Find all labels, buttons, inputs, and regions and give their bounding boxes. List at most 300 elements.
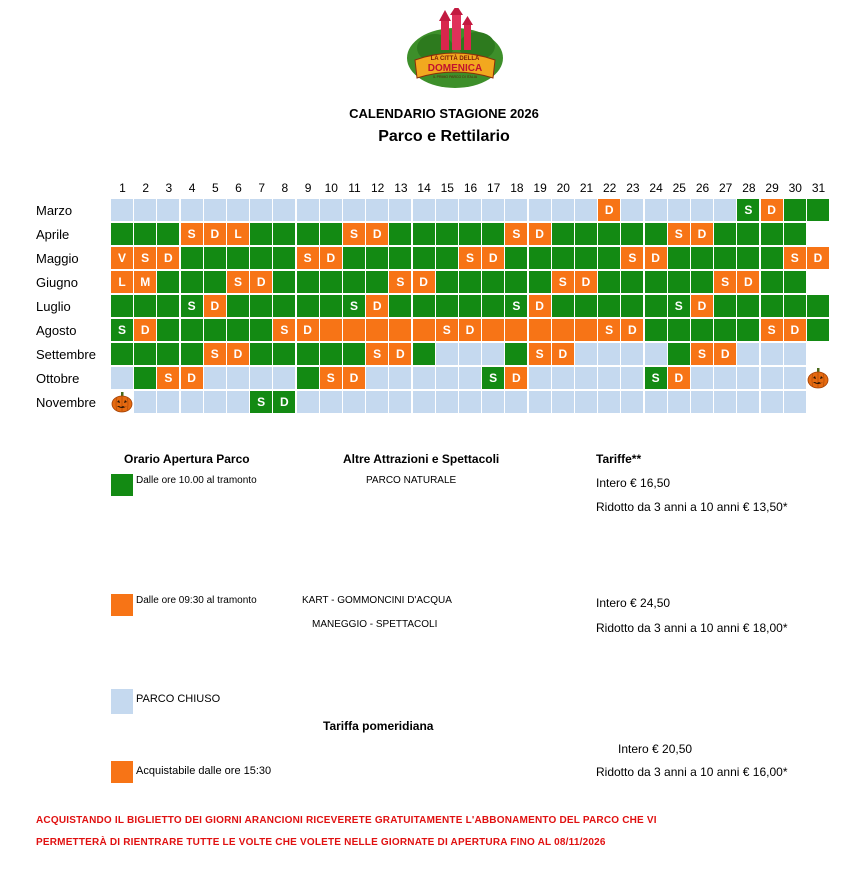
day-cell: D bbox=[204, 295, 226, 317]
day-cell bbox=[807, 319, 829, 341]
day-cell bbox=[227, 391, 249, 413]
day-number: 26 bbox=[695, 181, 710, 195]
day-cell bbox=[111, 223, 133, 245]
day-cell bbox=[181, 319, 203, 341]
day-cell: S bbox=[436, 319, 458, 341]
day-cell bbox=[343, 199, 365, 221]
day-number: 18 bbox=[510, 181, 524, 195]
day-cell: D bbox=[482, 247, 504, 269]
day-cell: D bbox=[552, 343, 574, 365]
day-cell bbox=[552, 247, 574, 269]
day-cell bbox=[343, 319, 365, 341]
day-cell bbox=[343, 247, 365, 269]
day-cell: S bbox=[737, 199, 759, 221]
day-cell bbox=[575, 199, 597, 221]
day-cell bbox=[389, 223, 411, 245]
day-number: 27 bbox=[719, 181, 733, 195]
day-cell bbox=[413, 367, 435, 389]
legend-orange-label: Dalle ore 09:30 al tramonto bbox=[136, 595, 257, 606]
day-cell bbox=[691, 199, 713, 221]
day-cell bbox=[320, 223, 342, 245]
day-cell bbox=[320, 319, 342, 341]
day-cell bbox=[714, 247, 736, 269]
pumpkin-icon bbox=[111, 391, 133, 413]
legend-closed-swatch bbox=[111, 689, 133, 714]
month-label: Novembre bbox=[36, 395, 96, 410]
day-cell bbox=[552, 199, 574, 221]
day-cell: V bbox=[111, 247, 133, 269]
day-cell bbox=[181, 247, 203, 269]
day-cell: D bbox=[134, 319, 156, 341]
day-cell bbox=[297, 391, 319, 413]
day-cell bbox=[436, 247, 458, 269]
legend-green-attractions: PARCO NATURALE bbox=[366, 475, 457, 486]
day-cell bbox=[413, 199, 435, 221]
day-cell bbox=[181, 343, 203, 365]
day-cell bbox=[297, 367, 319, 389]
day-cell bbox=[366, 367, 388, 389]
day-cell: D bbox=[529, 223, 551, 245]
day-cell bbox=[575, 367, 597, 389]
day-cell bbox=[505, 247, 527, 269]
green-price-full: Intero € 16,50 bbox=[596, 476, 671, 490]
day-cell bbox=[273, 343, 295, 365]
day-cell bbox=[784, 295, 806, 317]
svg-text:IL PRIMO PARCO DI ITALIA: IL PRIMO PARCO DI ITALIA bbox=[432, 75, 478, 79]
month-label: Settembre bbox=[36, 347, 96, 362]
legend-green-label: Dalle ore 10.00 al tramonto bbox=[136, 475, 257, 486]
afternoon-price-reduced: Ridotto da 3 anni a 10 anni € 16,00* bbox=[596, 765, 788, 779]
day-cell bbox=[621, 199, 643, 221]
day-cell bbox=[714, 391, 736, 413]
day-cell: D bbox=[459, 319, 481, 341]
day-cell bbox=[645, 391, 667, 413]
day-cell bbox=[436, 223, 458, 245]
day-number: 29 bbox=[765, 181, 779, 195]
day-cell bbox=[250, 247, 272, 269]
day-cell bbox=[645, 223, 667, 245]
day-cell bbox=[529, 199, 551, 221]
day-cell bbox=[273, 295, 295, 317]
day-cell bbox=[668, 343, 690, 365]
day-cell bbox=[134, 199, 156, 221]
month-label: Giugno bbox=[36, 275, 78, 290]
day-cell bbox=[250, 367, 272, 389]
day-cell bbox=[482, 319, 504, 341]
day-cell: S bbox=[343, 223, 365, 245]
day-cell bbox=[157, 343, 179, 365]
day-cell bbox=[761, 223, 783, 245]
day-number: 3 bbox=[165, 181, 173, 195]
notice-line-2: PERMETTERÀ DI RIENTRARE TUTTE LE VOLTE CHE VOLETE NELLE GIORNATE DI APERTURA FINO AL 08/11/2026 bbox=[36, 837, 606, 848]
day-cell: D bbox=[784, 319, 806, 341]
day-cell bbox=[320, 343, 342, 365]
day-cell bbox=[111, 343, 133, 365]
day-cell: S bbox=[482, 367, 504, 389]
day-cell bbox=[111, 367, 133, 389]
day-number: 2 bbox=[142, 181, 150, 195]
day-cell bbox=[436, 199, 458, 221]
day-cell bbox=[645, 319, 667, 341]
day-cell bbox=[691, 319, 713, 341]
calendar-subtitle: Parco e Rettilario bbox=[378, 128, 510, 145]
svg-text:DOMENICA: DOMENICA bbox=[427, 63, 483, 74]
day-cell bbox=[598, 223, 620, 245]
day-cell: S bbox=[366, 343, 388, 365]
day-cell: D bbox=[389, 343, 411, 365]
day-cell: S bbox=[505, 295, 527, 317]
day-number: 16 bbox=[463, 181, 478, 195]
day-number: 20 bbox=[556, 181, 570, 195]
day-cell bbox=[413, 223, 435, 245]
pumpkin-icon bbox=[807, 367, 829, 389]
day-cell: D bbox=[343, 367, 365, 389]
day-number: 21 bbox=[579, 181, 594, 195]
day-cell bbox=[598, 367, 620, 389]
afternoon-price-full: Intero € 20,50 bbox=[618, 742, 693, 756]
day-cell bbox=[482, 199, 504, 221]
day-cell bbox=[737, 247, 759, 269]
day-cell bbox=[668, 247, 690, 269]
day-cell bbox=[459, 367, 481, 389]
day-number: 10 bbox=[324, 181, 338, 195]
day-cell bbox=[714, 199, 736, 221]
day-cell bbox=[134, 343, 156, 365]
legend-green-swatch bbox=[111, 474, 133, 496]
day-cell bbox=[761, 343, 783, 365]
day-cell bbox=[737, 295, 759, 317]
day-cell bbox=[181, 271, 203, 293]
day-cell: L bbox=[111, 271, 133, 293]
day-cell bbox=[366, 319, 388, 341]
day-cell bbox=[297, 271, 319, 293]
day-cell bbox=[320, 391, 342, 413]
day-number: 25 bbox=[672, 181, 686, 195]
day-cell: S bbox=[621, 247, 643, 269]
day-number: 14 bbox=[417, 181, 431, 195]
day-cell bbox=[807, 199, 829, 221]
day-cell bbox=[204, 391, 226, 413]
day-number: 15 bbox=[440, 181, 454, 195]
day-cell bbox=[714, 295, 736, 317]
day-cell bbox=[227, 247, 249, 269]
day-cell bbox=[204, 319, 226, 341]
day-cell: S bbox=[668, 223, 690, 245]
day-cell bbox=[157, 199, 179, 221]
day-cell bbox=[134, 367, 156, 389]
day-cell: S bbox=[459, 247, 481, 269]
day-cell bbox=[297, 223, 319, 245]
day-cell bbox=[482, 271, 504, 293]
day-cell: D bbox=[250, 271, 272, 293]
day-cell bbox=[459, 223, 481, 245]
day-cell: S bbox=[273, 319, 295, 341]
day-cell: S bbox=[784, 247, 806, 269]
day-number: 12 bbox=[371, 181, 385, 195]
day-number: 13 bbox=[394, 181, 408, 195]
day-cell: S bbox=[761, 319, 783, 341]
day-cell bbox=[436, 367, 458, 389]
day-cell bbox=[784, 223, 806, 245]
day-cell bbox=[784, 343, 806, 365]
day-cell: D bbox=[181, 367, 203, 389]
day-cell bbox=[157, 319, 179, 341]
day-cell bbox=[645, 295, 667, 317]
day-cell bbox=[436, 271, 458, 293]
day-cell bbox=[621, 223, 643, 245]
day-cell bbox=[389, 199, 411, 221]
calendar-title: CALENDARIO STAGIONE 2026 bbox=[349, 106, 539, 121]
legend-orange-attractions-2: MANEGGIO - SPETTACOLI bbox=[312, 619, 438, 630]
day-cell bbox=[273, 271, 295, 293]
day-cell: S bbox=[714, 271, 736, 293]
day-cell bbox=[575, 223, 597, 245]
day-cell bbox=[366, 271, 388, 293]
day-cell: S bbox=[250, 391, 272, 413]
day-cell bbox=[459, 343, 481, 365]
day-cell bbox=[181, 199, 203, 221]
day-cell bbox=[227, 319, 249, 341]
day-cell bbox=[575, 343, 597, 365]
month-label: Luglio bbox=[36, 299, 71, 314]
day-cell: D bbox=[645, 247, 667, 269]
day-cell bbox=[343, 271, 365, 293]
day-cell bbox=[598, 343, 620, 365]
legend-orange-swatch bbox=[111, 594, 133, 616]
day-cell: D bbox=[714, 343, 736, 365]
day-cell bbox=[505, 319, 527, 341]
day-cell bbox=[389, 319, 411, 341]
day-number: 9 bbox=[304, 181, 312, 195]
day-cell bbox=[413, 319, 435, 341]
day-cell bbox=[320, 295, 342, 317]
day-cell bbox=[111, 295, 133, 317]
day-cell: D bbox=[807, 247, 829, 269]
day-cell bbox=[297, 295, 319, 317]
day-cell bbox=[389, 247, 411, 269]
day-cell: D bbox=[204, 223, 226, 245]
day-number: 24 bbox=[649, 181, 663, 195]
day-cell: S bbox=[645, 367, 667, 389]
day-cell bbox=[482, 391, 504, 413]
day-cell: D bbox=[366, 295, 388, 317]
day-cell bbox=[505, 343, 527, 365]
day-cell bbox=[436, 343, 458, 365]
day-cell bbox=[737, 319, 759, 341]
day-cell bbox=[737, 223, 759, 245]
day-number: 19 bbox=[533, 181, 547, 195]
day-cell: D bbox=[505, 367, 527, 389]
day-cell bbox=[134, 295, 156, 317]
day-cell bbox=[227, 199, 249, 221]
day-cell bbox=[529, 319, 551, 341]
day-cell bbox=[204, 247, 226, 269]
day-cell bbox=[621, 391, 643, 413]
day-cell bbox=[668, 271, 690, 293]
day-cell bbox=[459, 391, 481, 413]
day-cell bbox=[784, 367, 806, 389]
day-cell bbox=[529, 271, 551, 293]
day-cell: D bbox=[273, 391, 295, 413]
day-cell: D bbox=[737, 271, 759, 293]
day-cell bbox=[621, 367, 643, 389]
day-number: 31 bbox=[811, 181, 826, 195]
day-cell: D bbox=[157, 247, 179, 269]
month-label: Ottobre bbox=[36, 371, 80, 386]
day-cell bbox=[645, 343, 667, 365]
day-cell bbox=[714, 319, 736, 341]
notice-line-1: ACQUISTANDO IL BIGLIETTO DEI GIORNI ARANCIONI RICEVERETE GRATUITAMENTE L'ABBONAMENTO DEL PARCO CHE VI bbox=[36, 815, 657, 826]
legend-attractions-title: Altre Attrazioni e Spettacoli bbox=[343, 452, 500, 466]
day-cell bbox=[761, 295, 783, 317]
day-cell bbox=[204, 367, 226, 389]
day-cell: D bbox=[598, 199, 620, 221]
day-cell: S bbox=[204, 343, 226, 365]
day-cell bbox=[552, 391, 574, 413]
day-cell: D bbox=[575, 271, 597, 293]
day-cell bbox=[784, 199, 806, 221]
day-cell: S bbox=[111, 319, 133, 341]
day-cell bbox=[459, 271, 481, 293]
day-cell bbox=[529, 391, 551, 413]
day-cell: S bbox=[320, 367, 342, 389]
day-cell bbox=[598, 247, 620, 269]
day-number: 30 bbox=[788, 181, 802, 195]
day-cell: S bbox=[181, 223, 203, 245]
day-number: 11 bbox=[348, 181, 361, 195]
orange-price-full: Intero € 24,50 bbox=[596, 596, 671, 610]
day-cell: S bbox=[157, 367, 179, 389]
afternoon-label: Acquistabile dalle ore 15:30 bbox=[136, 765, 272, 777]
day-number: 1 bbox=[119, 181, 126, 195]
day-cell bbox=[552, 319, 574, 341]
day-cell bbox=[668, 199, 690, 221]
day-cell bbox=[413, 391, 435, 413]
month-label: Marzo bbox=[36, 203, 73, 218]
day-cell bbox=[273, 223, 295, 245]
day-cell bbox=[505, 391, 527, 413]
day-cell bbox=[737, 391, 759, 413]
day-cell bbox=[111, 199, 133, 221]
day-cell bbox=[575, 295, 597, 317]
day-cell bbox=[273, 367, 295, 389]
day-cell bbox=[761, 367, 783, 389]
day-cell bbox=[482, 223, 504, 245]
day-cell bbox=[157, 295, 179, 317]
day-cell: S bbox=[552, 271, 574, 293]
day-cell bbox=[227, 295, 249, 317]
day-cell bbox=[343, 343, 365, 365]
day-cell bbox=[366, 391, 388, 413]
day-cell bbox=[552, 295, 574, 317]
day-cell: S bbox=[134, 247, 156, 269]
day-cell bbox=[482, 295, 504, 317]
afternoon-title: Tariffa pomeridiana bbox=[323, 719, 434, 733]
day-cell: S bbox=[227, 271, 249, 293]
day-cell: S bbox=[181, 295, 203, 317]
day-cell bbox=[737, 343, 759, 365]
day-cell bbox=[598, 271, 620, 293]
day-cell bbox=[389, 391, 411, 413]
day-number: 28 bbox=[742, 181, 756, 195]
day-cell bbox=[761, 391, 783, 413]
park-logo bbox=[405, 8, 505, 92]
day-number: 17 bbox=[487, 181, 501, 195]
day-cell: D bbox=[668, 367, 690, 389]
day-cell bbox=[389, 295, 411, 317]
day-cell bbox=[436, 295, 458, 317]
day-cell: D bbox=[366, 223, 388, 245]
day-cell: L bbox=[227, 223, 249, 245]
day-cell bbox=[645, 199, 667, 221]
day-cell bbox=[204, 271, 226, 293]
day-number: 5 bbox=[211, 181, 219, 195]
green-price-reduced: Ridotto da 3 anni a 10 anni € 13,50* bbox=[596, 500, 788, 514]
day-cell: S bbox=[529, 343, 551, 365]
day-cell bbox=[366, 199, 388, 221]
day-cell: D bbox=[691, 295, 713, 317]
day-cell: S bbox=[297, 247, 319, 269]
legend-hours-title: Orario Apertura Parco bbox=[124, 452, 250, 466]
day-cell bbox=[250, 343, 272, 365]
day-cell bbox=[250, 295, 272, 317]
svg-text:LA CITTÀ DELLA: LA CITTÀ DELLA bbox=[430, 56, 480, 62]
day-cell bbox=[552, 367, 574, 389]
day-cell: S bbox=[389, 271, 411, 293]
day-cell bbox=[598, 295, 620, 317]
day-cell: D bbox=[297, 319, 319, 341]
day-cell bbox=[134, 391, 156, 413]
day-cell bbox=[250, 223, 272, 245]
day-cell bbox=[621, 343, 643, 365]
legend-closed-label: PARCO CHIUSO bbox=[136, 693, 221, 705]
day-cell bbox=[575, 319, 597, 341]
day-cell bbox=[668, 319, 690, 341]
day-cell bbox=[389, 367, 411, 389]
day-cell: S bbox=[505, 223, 527, 245]
day-cell bbox=[273, 247, 295, 269]
day-cell bbox=[343, 391, 365, 413]
day-cell bbox=[297, 199, 319, 221]
day-cell bbox=[761, 247, 783, 269]
day-cell: D bbox=[761, 199, 783, 221]
orange-price-reduced: Ridotto da 3 anni a 10 anni € 18,00* bbox=[596, 621, 788, 635]
day-cell bbox=[714, 367, 736, 389]
day-cell bbox=[459, 199, 481, 221]
day-cell bbox=[668, 391, 690, 413]
day-cell bbox=[691, 391, 713, 413]
day-cell bbox=[413, 295, 435, 317]
day-cell: D bbox=[621, 319, 643, 341]
month-label: Agosto bbox=[36, 323, 77, 338]
day-cell bbox=[320, 271, 342, 293]
day-cell bbox=[505, 199, 527, 221]
day-cell bbox=[529, 367, 551, 389]
day-cell bbox=[645, 271, 667, 293]
day-number: 6 bbox=[235, 181, 242, 195]
day-cell bbox=[691, 271, 713, 293]
day-cell bbox=[250, 199, 272, 221]
day-cell bbox=[413, 247, 435, 269]
day-cell bbox=[598, 391, 620, 413]
day-cell bbox=[366, 247, 388, 269]
day-number: 22 bbox=[603, 181, 617, 195]
day-cell bbox=[297, 343, 319, 365]
day-cell bbox=[320, 199, 342, 221]
legend-afternoon-swatch bbox=[111, 761, 133, 783]
day-cell bbox=[714, 223, 736, 245]
day-cell bbox=[784, 271, 806, 293]
